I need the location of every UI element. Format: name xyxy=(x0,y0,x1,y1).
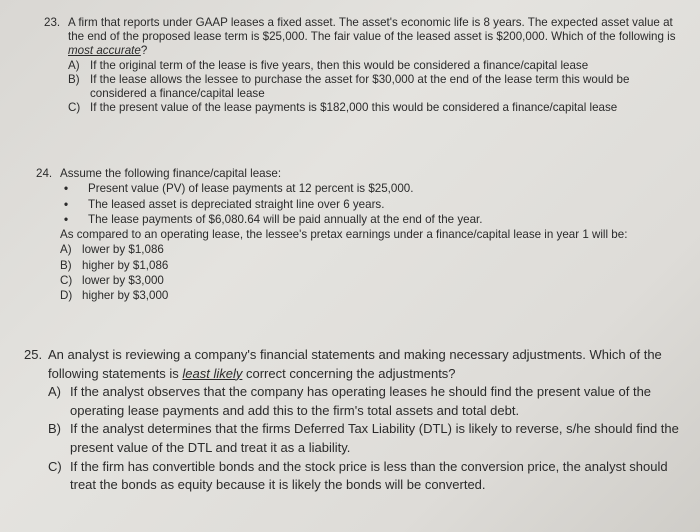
option-letter: A) xyxy=(48,384,61,400)
question-number: 23. xyxy=(44,16,61,29)
question-stem xyxy=(48,346,689,383)
option-letter: A) xyxy=(68,58,80,72)
question-stem xyxy=(68,16,689,59)
answer-option-b xyxy=(68,73,689,101)
option-letter: A) xyxy=(60,243,72,257)
question-25 xyxy=(24,346,689,495)
question-prompt: As compared to an operating lease, the lessee's pretax earnings under a finance/capital lease in year 1 will be: xyxy=(60,228,628,242)
answer-option-d xyxy=(60,288,661,303)
bullet-icon: • xyxy=(64,212,69,226)
bullet-icon: • xyxy=(64,182,69,196)
stem-text-end: ? xyxy=(140,44,148,58)
option-letter: C) xyxy=(60,274,73,288)
option-text: If the analyst determines that the firms Deferred Tax Liability (DTL) is likely to reverse, s/he should find the present value of the DTL and treat it as a liability. xyxy=(70,421,679,455)
option-text: If the original term of the lease is five years, then this would be considered a finance/capital lease xyxy=(90,58,589,72)
stem-emphasis: most accurate xyxy=(68,44,141,58)
option-text: lower by $3,000 xyxy=(82,274,164,288)
bullet-item xyxy=(60,212,661,227)
bullet-text: The lease payments of $6,080.64 will be paid annually at the end of the year. xyxy=(88,212,483,226)
stem-emphasis: least likely xyxy=(182,365,243,381)
question-stem: Assume the following finance/capital lease: xyxy=(60,167,282,180)
bullet-text: Present value (PV) of lease payments at 12 percent is $25,000. xyxy=(88,182,414,196)
option-text: lower by $1,086 xyxy=(82,243,164,257)
option-text: higher by $3,000 xyxy=(82,289,169,303)
option-letter: C) xyxy=(68,101,81,115)
question-24 xyxy=(36,166,661,304)
stem-text-end: correct concerning the adjustments? xyxy=(242,365,456,381)
question-number: 25. xyxy=(24,347,43,362)
option-letter: B) xyxy=(48,421,61,437)
stem-text: A firm that reports under GAAP leases a fixed asset. The asset's economic life is 8 years. The expected asset value at the end of the proposed lease term is $25,000. The fair value of the leased asset is $200,000. Which of the following is xyxy=(68,16,676,44)
bullet-icon: • xyxy=(64,197,69,211)
question-23 xyxy=(44,16,689,115)
bullet-item xyxy=(60,181,661,196)
answer-option-b xyxy=(48,420,689,457)
answer-option-a xyxy=(48,383,689,420)
answer-option-a xyxy=(60,242,661,257)
option-letter: D) xyxy=(60,289,73,303)
answer-option-c xyxy=(68,101,689,115)
answer-option-a xyxy=(68,59,689,73)
answer-option-c xyxy=(48,458,689,495)
answer-option-c xyxy=(60,273,661,288)
option-text: If the firm has convertible bonds and the stock price is less than the conversion price, the analyst should treat the bonds as equity because it is likely the bonds will be converted. xyxy=(70,458,668,493)
option-text: If the lease allows the lessee to purchase the asset for $30,000 at the end of the lease term this would be considered a finance/capital lease xyxy=(90,72,630,101)
stem-text: An analyst is reviewing a company's financial statements and making necessary adjustments. Which of the following statements is xyxy=(48,347,662,381)
option-letter: C) xyxy=(48,458,62,474)
option-text: If the analyst observes that the company has operating leases he should find the present value of the operating lease payments and add this to the firm's total assets and total debt. xyxy=(70,384,652,418)
option-letter: B) xyxy=(60,258,72,272)
answer-option-b xyxy=(60,258,661,273)
option-text: If the present value of the lease payments is $182,000 this would be considered a finance/capital lease xyxy=(90,101,618,115)
bullet-text: The leased asset is depreciated straight line over 6 years. xyxy=(88,197,385,211)
option-text: higher by $1,086 xyxy=(82,258,169,272)
option-letter: B) xyxy=(68,72,80,86)
question-number: 24. xyxy=(36,167,53,180)
bullet-item xyxy=(60,197,661,212)
